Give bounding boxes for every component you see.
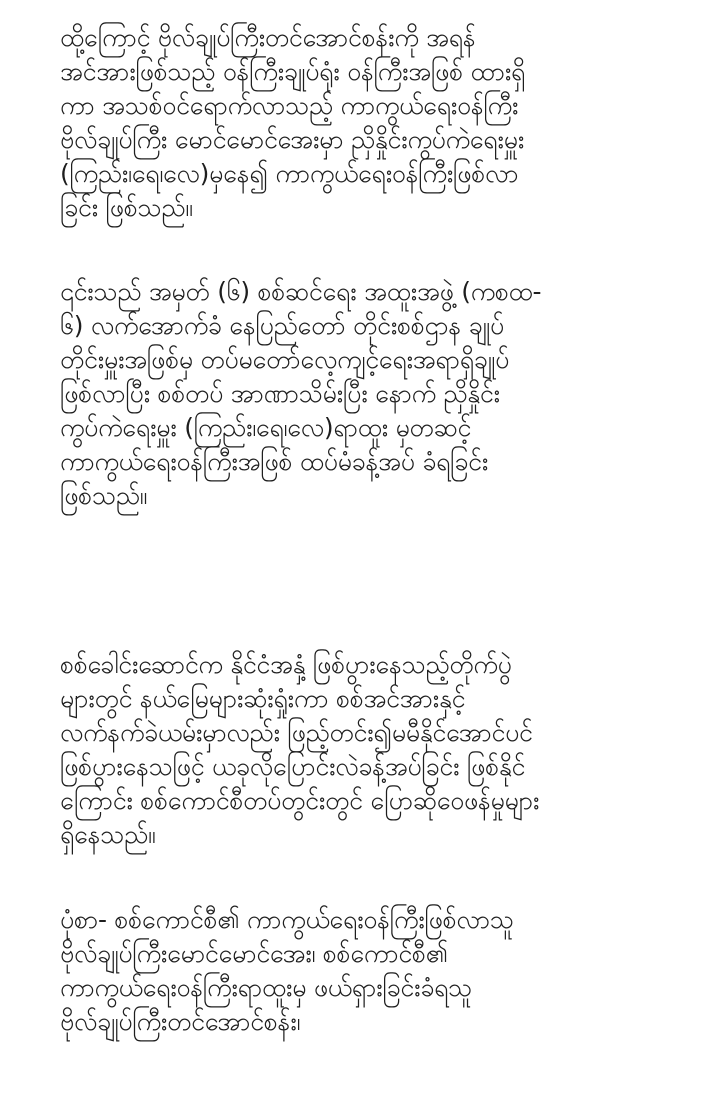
- text-line: ဗိုလ်ချုပ်ကြီး မောင်မောင်အေးမှာ ညှိနှိုင်းကွပ်ကဲရေးမှူး: [60, 125, 525, 154]
- text-line: တိုင်းမှူးအဖြစ်မှ တပ်မတော်လေ့ကျင့်ရေးအရာရှိချုပ်: [60, 345, 510, 374]
- text-line: များတွင် နယ်မြေများဆုံးရှုံးကာ စစ်အင်အားနှင့်: [60, 684, 466, 713]
- text-line: ကာကွယ်ရေးဝန်ကြီးအဖြစ် ထပ်မံခန့်အပ် ခံရခြင်း: [60, 447, 489, 476]
- text-line: ကြောင်း စစ်ကောင်စီတပ်တွင်းတွင် ပြောဆိုဝေဖန်မှုများ: [60, 786, 540, 815]
- text-line: ထို့ကြောင့် ဗိုလ်ချုပ်ကြီးတင်အောင်စန်းကို အရန်: [60, 23, 476, 52]
- text-line: ၎င်းသည် အမှတ် (၆) စစ်ဆင်ရေး အထူးအဖွဲ့ (ကစထ-: [60, 277, 542, 306]
- text-line: ဗိုလ်ချုပ်ကြီးတင်အောင်စန်း၊: [60, 1007, 301, 1036]
- text-line: ဖြစ်လာပြီး စစ်တပ် အာဏာသိမ်းပြီး နောက် ညှိနှိုင်း: [60, 379, 500, 408]
- text-line: လက်နက်ခဲယမ်းမှာလည်း ဖြည့်တင်း၍မမီနိုင်အောင်ပင်: [60, 718, 533, 747]
- text-line: ဖြစ်ပွားနေသဖြင့် ယခုလိုပြောင်းလဲခန့်အပ်ခြင်း ဖြစ်နိုင်: [60, 752, 526, 781]
- text-line: စစ်ခေါင်းဆောင်က နိုင်ငံအနှံ့ ဖြစ်ပွားနေသည့်တိုက်ပွဲ: [60, 650, 512, 679]
- text-line: ရှိနေသည်။: [60, 820, 156, 849]
- text-line: ဖြစ်သည်။: [60, 481, 147, 510]
- text-line: ကွပ်ကဲရေးမှူး (ကြည်း၊ရေ၊လေ)ရာထူး မှတဆင့်: [60, 413, 472, 442]
- text-line: (ကြည်း၊ရေ၊လေ)မှနေ၍ ကာကွယ်ရေးဝန်ကြီးဖြစ်လာ: [60, 159, 519, 188]
- text-line: ပုံစာ- စစ်ကောင်စီ၏ ကာကွယ်ရေးဝန်ကြီးဖြစ်လာသူ: [60, 905, 514, 934]
- text-line: ကာကွယ်ရေးဝန်ကြီးရာထူးမှ ဖယ်ရှားခြင်းခံရသူ: [60, 973, 473, 1002]
- text-line: ခြင်း ဖြစ်သည်။: [60, 193, 193, 222]
- text-line: အင်အားဖြစ်သည့် ဝန်ကြီးချုပ်ရုံး ဝန်ကြီးအဖြစ် ထားရှိ: [60, 57, 526, 86]
- text-line: ၆) လက်အောက်ခံ နေပြည်တော် တိုင်းစစ်ဌာန ချုပ်: [60, 311, 504, 340]
- text-line: ကာ အသစ်ဝင်ရောက်လာသည့် ကာကွယ်ရေးဝန်ကြီး: [60, 91, 519, 120]
- text-line: ဗိုလ်ချုပ်ကြီးမောင်မောင်အေး၊ စစ်ကောင်စီ၏: [60, 939, 448, 968]
